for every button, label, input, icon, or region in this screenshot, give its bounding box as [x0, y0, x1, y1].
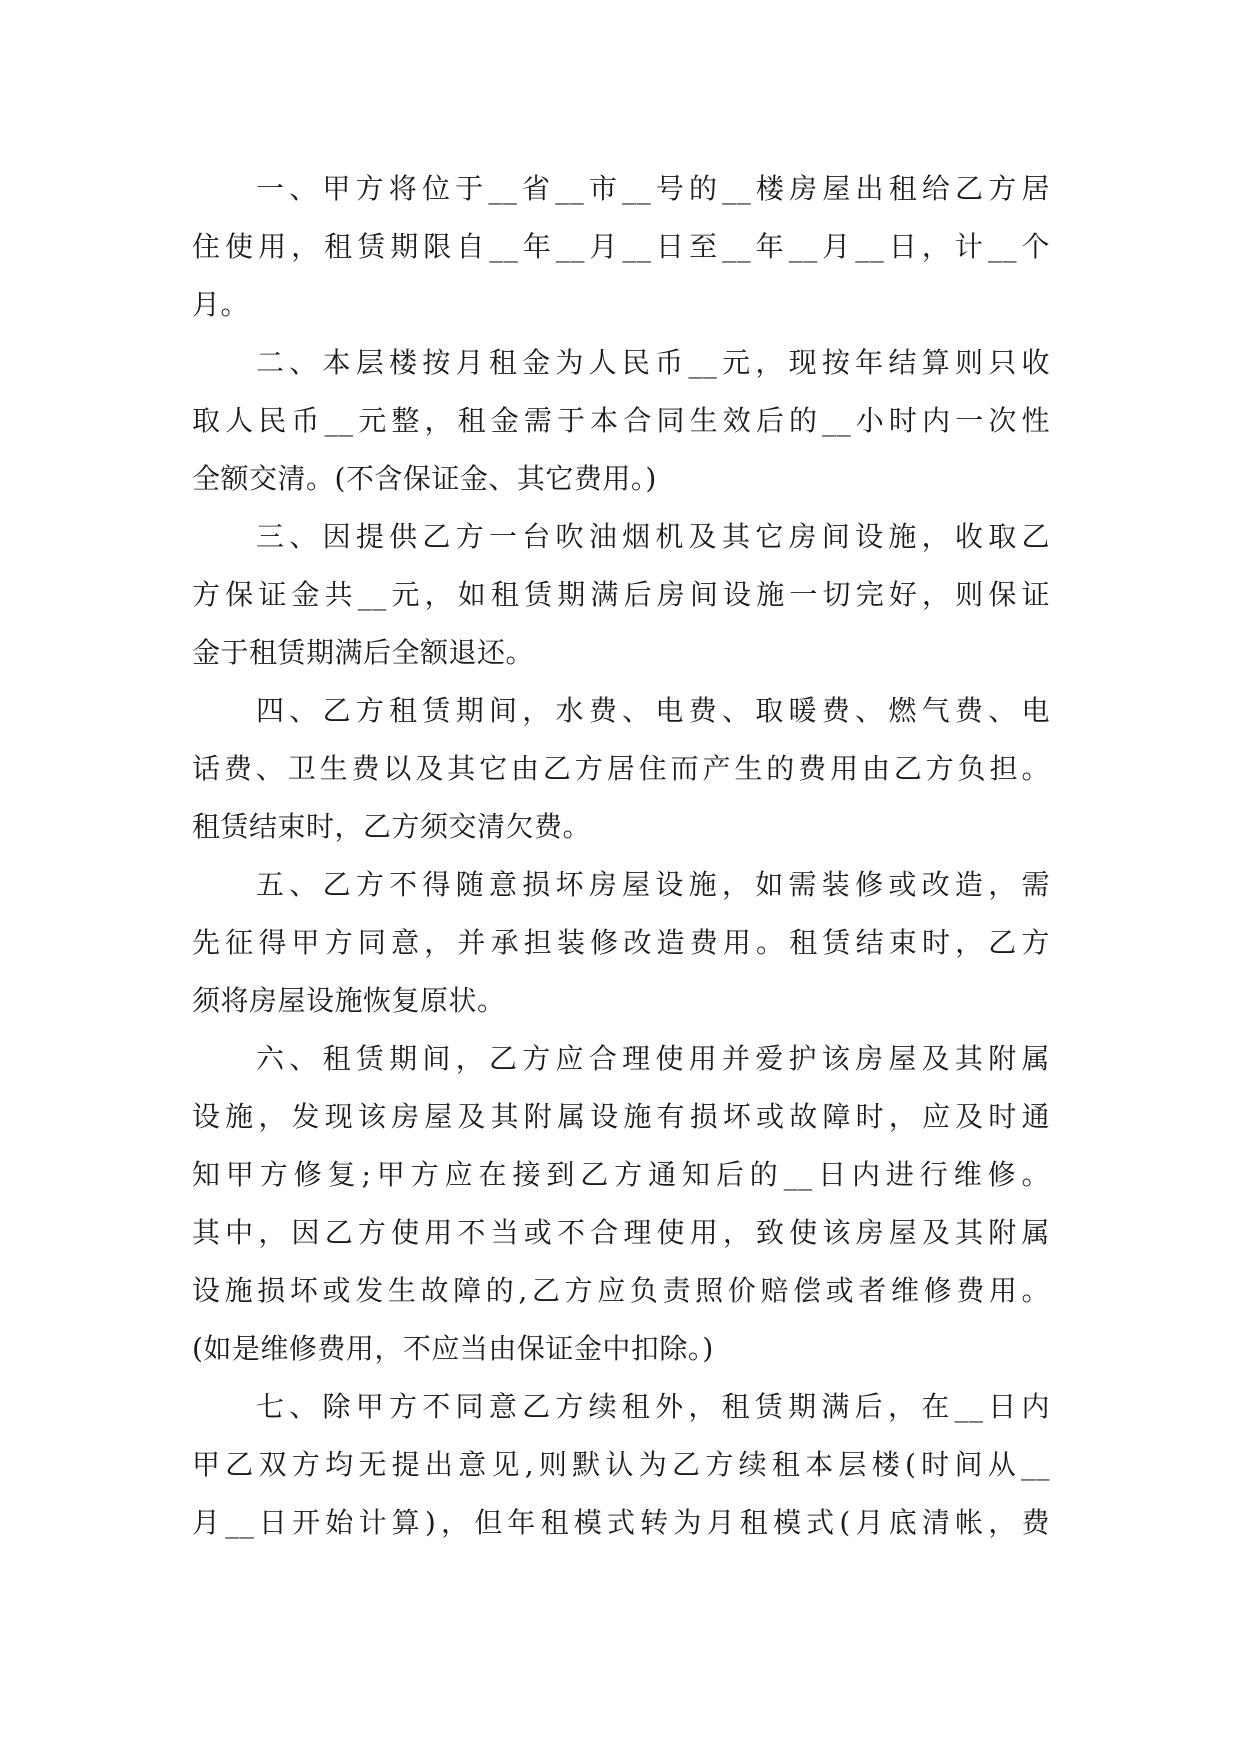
clause-line: 七、除甲方不同意乙方续租外，租赁期满后，在__日内	[256, 1390, 1050, 1423]
clause-4	[192, 682, 1050, 856]
clause-line: 月__日开始计算)，但年租模式转为月租模式(月底清帐，费	[192, 1506, 1050, 1539]
clause-line: 全额交清。(不含保证金、其它费用。)	[192, 462, 657, 495]
clause-line: (如是维修费用，不应当由保证金中扣除。)	[192, 1332, 714, 1365]
clause-2	[192, 334, 1050, 508]
clause-line: 四、乙方租赁期间，水费、电费、取暖费、燃气费、电	[256, 694, 1050, 727]
clause-line: 二、本层楼按月租金为人民币__元，现按年结算则只收	[256, 346, 1050, 379]
clause-5	[192, 856, 1050, 1030]
clause-line: 须将房屋设施恢复原状。	[192, 984, 506, 1017]
clause-line: 话费、卫生费以及其它由乙方居住而产生的费用由乙方负担。	[192, 752, 1050, 785]
clause-line: 设施损坏或发生故障的,乙方应负责照价赔偿或者维修费用。	[192, 1274, 1050, 1307]
contract-page	[192, 160, 1050, 1552]
clause-line: 六、租赁期间，乙方应合理使用并爱护该房屋及其附属	[256, 1042, 1050, 1075]
clause-line: 其中，因乙方使用不当或不合理使用，致使该房屋及其附属	[192, 1216, 1050, 1249]
clause-line: 先征得甲方同意，并承担装修改造费用。租赁结束时，乙方	[192, 926, 1050, 959]
clause-1	[192, 160, 1050, 334]
clause-line: 五、乙方不得随意损坏房屋设施，如需装修或改造，需	[256, 868, 1050, 901]
clause-line: 三、因提供乙方一台吹油烟机及其它房间设施，收取乙	[256, 520, 1050, 553]
clause-line: 租赁结束时，乙方须交清欠费。	[192, 810, 592, 843]
clause-6	[192, 1030, 1050, 1378]
clause-line: 金于租赁期满后全额退还。	[192, 636, 535, 669]
clause-line: 知甲方修复;甲方应在接到乙方通知后的__日内进行维修。	[192, 1158, 1050, 1191]
clause-3	[192, 508, 1050, 682]
clause-line: 月。	[192, 288, 250, 321]
clause-line: 设施，发现该房屋及其附属设施有损坏或故障时，应及时通	[192, 1100, 1050, 1133]
clause-line: 一、甲方将位于__省__市__号的__楼房屋出租给乙方居	[256, 172, 1050, 205]
clause-line: 甲乙双方均无提出意见,则默认为乙方续租本层楼(时间从__	[192, 1448, 1050, 1481]
clause-line: 住使用，租赁期限自__年__月__日至__年__月__日，计__个	[192, 230, 1050, 263]
clause-7	[192, 1378, 1050, 1552]
clause-line: 方保证金共__元，如租赁期满后房间设施一切完好，则保证	[192, 578, 1050, 611]
clause-line: 取人民币__元整，租金需于本合同生效后的__小时内一次性	[192, 404, 1050, 437]
